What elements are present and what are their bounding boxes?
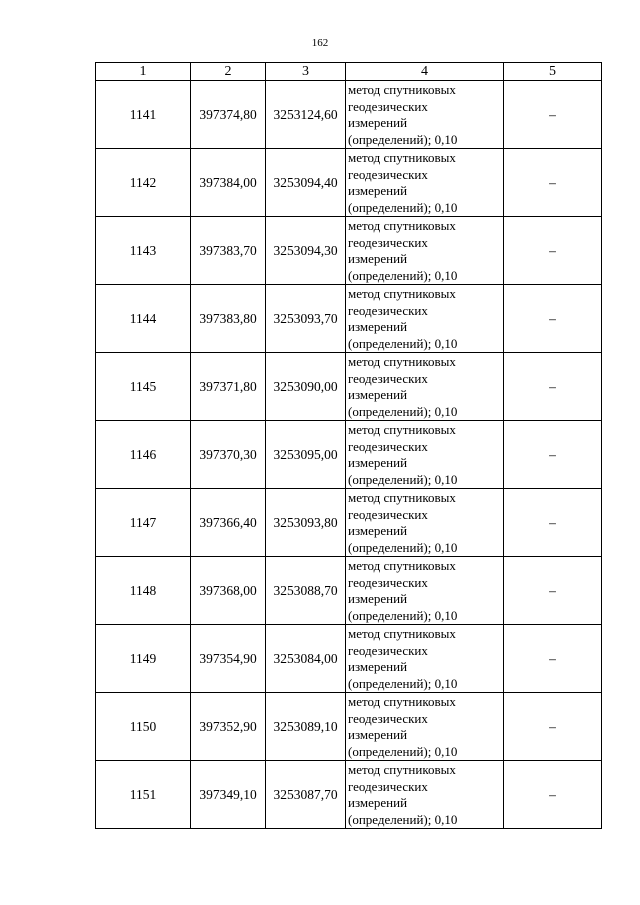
y-coordinate-cell: 3253090,00 xyxy=(266,353,346,421)
note-cell: – xyxy=(504,557,602,625)
point-number-cell: 1151 xyxy=(96,761,191,829)
point-number-cell: 1144 xyxy=(96,285,191,353)
table-row xyxy=(96,285,602,353)
note-cell: – xyxy=(504,421,602,489)
table-row xyxy=(96,761,602,829)
y-coordinate-cell: 3253094,30 xyxy=(266,217,346,285)
table-row xyxy=(96,217,602,285)
y-coordinate-cell: 3253093,70 xyxy=(266,285,346,353)
method-cell: метод спутниковых геодезических измерений (определений); 0,10 xyxy=(346,81,504,149)
table-row xyxy=(96,421,602,489)
y-coordinate-cell: 3253093,80 xyxy=(266,489,346,557)
table-body xyxy=(96,81,602,829)
note-cell: – xyxy=(504,761,602,829)
method-cell: метод спутниковых геодезических измерений (определений); 0,10 xyxy=(346,149,504,217)
point-number-cell: 1142 xyxy=(96,149,191,217)
note-cell: – xyxy=(504,81,602,149)
x-coordinate-cell: 397366,40 xyxy=(191,489,266,557)
note-cell: – xyxy=(504,625,602,693)
x-coordinate-cell: 397352,90 xyxy=(191,693,266,761)
table-row xyxy=(96,557,602,625)
method-cell: метод спутниковых геодезических измерений (определений); 0,10 xyxy=(346,625,504,693)
table-row xyxy=(96,693,602,761)
note-cell: – xyxy=(504,489,602,557)
column-header-2: 2 xyxy=(191,63,266,81)
x-coordinate-cell: 397368,00 xyxy=(191,557,266,625)
table-row xyxy=(96,149,602,217)
point-number-cell: 1146 xyxy=(96,421,191,489)
method-cell: метод спутниковых геодезических измерений (определений); 0,10 xyxy=(346,761,504,829)
table-row xyxy=(96,489,602,557)
note-cell: – xyxy=(504,217,602,285)
y-coordinate-cell: 3253095,00 xyxy=(266,421,346,489)
x-coordinate-cell: 397383,80 xyxy=(191,285,266,353)
table-header-row xyxy=(96,63,602,81)
point-number-cell: 1147 xyxy=(96,489,191,557)
point-number-cell: 1149 xyxy=(96,625,191,693)
method-cell: метод спутниковых геодезических измерений (определений); 0,10 xyxy=(346,693,504,761)
x-coordinate-cell: 397371,80 xyxy=(191,353,266,421)
y-coordinate-cell: 3253084,00 xyxy=(266,625,346,693)
table-row xyxy=(96,353,602,421)
note-cell: – xyxy=(504,285,602,353)
table-row xyxy=(96,81,602,149)
point-number-cell: 1150 xyxy=(96,693,191,761)
y-coordinate-cell: 3253088,70 xyxy=(266,557,346,625)
note-cell: – xyxy=(504,149,602,217)
column-header-3: 3 xyxy=(266,63,346,81)
column-header-1: 1 xyxy=(96,63,191,81)
x-coordinate-cell: 397374,80 xyxy=(191,81,266,149)
table-row xyxy=(96,625,602,693)
x-coordinate-cell: 397383,70 xyxy=(191,217,266,285)
method-cell: метод спутниковых геодезических измерений (определений); 0,10 xyxy=(346,217,504,285)
column-header-5: 5 xyxy=(504,63,602,81)
x-coordinate-cell: 397349,10 xyxy=(191,761,266,829)
page-number: 162 xyxy=(311,37,329,49)
column-header-4: 4 xyxy=(346,63,504,81)
x-coordinate-cell: 397354,90 xyxy=(191,625,266,693)
method-cell: метод спутниковых геодезических измерений (определений); 0,10 xyxy=(346,353,504,421)
method-cell: метод спутниковых геодезических измерений (определений); 0,10 xyxy=(346,489,504,557)
point-number-cell: 1141 xyxy=(96,81,191,149)
x-coordinate-cell: 397370,30 xyxy=(191,421,266,489)
point-number-cell: 1143 xyxy=(96,217,191,285)
point-number-cell: 1148 xyxy=(96,557,191,625)
x-coordinate-cell: 397384,00 xyxy=(191,149,266,217)
coordinates-table xyxy=(95,62,602,829)
y-coordinate-cell: 3253124,60 xyxy=(266,81,346,149)
method-cell: метод спутниковых геодезических измерений (определений); 0,10 xyxy=(346,557,504,625)
y-coordinate-cell: 3253094,40 xyxy=(266,149,346,217)
y-coordinate-cell: 3253089,10 xyxy=(266,693,346,761)
method-cell: метод спутниковых геодезических измерений (определений); 0,10 xyxy=(346,421,504,489)
y-coordinate-cell: 3253087,70 xyxy=(266,761,346,829)
note-cell: – xyxy=(504,693,602,761)
note-cell: – xyxy=(504,353,602,421)
point-number-cell: 1145 xyxy=(96,353,191,421)
method-cell: метод спутниковых геодезических измерений (определений); 0,10 xyxy=(346,285,504,353)
